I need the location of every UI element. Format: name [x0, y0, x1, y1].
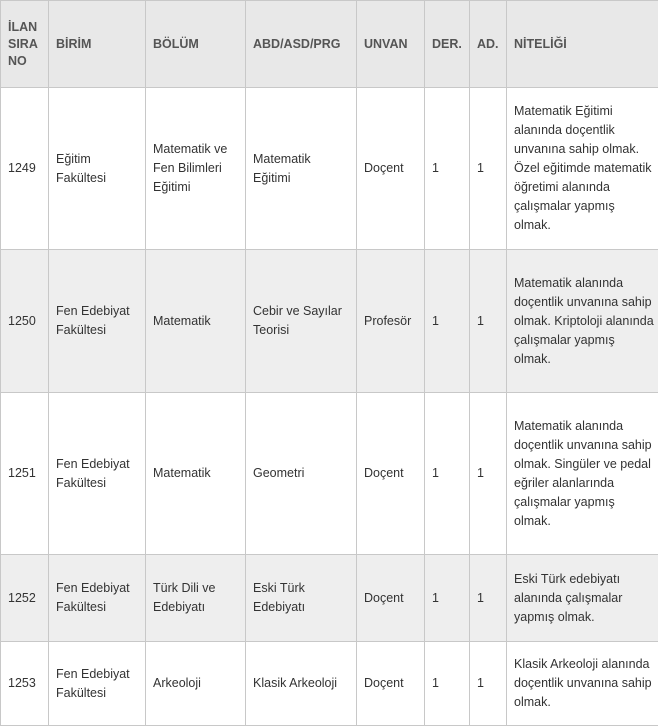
cell-unvan: Doçent — [357, 88, 425, 250]
header-der: DER. — [425, 1, 470, 88]
cell-ad: 1 — [470, 250, 507, 393]
header-ilan-line3: NO — [8, 54, 27, 68]
table-row — [1, 555, 658, 642]
table-row — [1, 88, 658, 250]
cell-no: 1250 — [1, 250, 49, 393]
table-row — [1, 250, 658, 393]
cell-nitelik: Matematik Eğitimi alanında doçentlik unvanına sahip olmak. Özel eğitimde matematik öğretimi alanında çalışmalar yapmış olmak. — [507, 88, 658, 250]
cell-unvan: Doçent — [357, 393, 425, 555]
cell-abd: Cebir ve Sayılar Teorisi — [246, 250, 357, 393]
cell-nitelik: Matematik alanında doçentlik unvanına sahip olmak. Singüler ve pedal eğriler alanlarında çalışmalar yapmış olmak. — [507, 393, 658, 555]
cell-unvan: Doçent — [357, 642, 425, 726]
cell-ad: 1 — [470, 555, 507, 642]
header-ilan-line2: SIRA — [8, 37, 38, 51]
cell-der: 1 — [425, 88, 470, 250]
cell-nitelik: Eski Türk edebiyatı alanında çalışmalar yapmış olmak. — [507, 555, 658, 642]
cell-birim: Fen Edebiyat Fakültesi — [49, 555, 146, 642]
cell-ad: 1 — [470, 642, 507, 726]
cell-ad: 1 — [470, 88, 507, 250]
header-ad: AD. — [470, 1, 507, 88]
cell-birim: Eğitim Fakültesi — [49, 88, 146, 250]
table-header-row — [1, 1, 658, 88]
header-abd: ABD/ASD/PRG — [246, 1, 357, 88]
cell-no: 1253 — [1, 642, 49, 726]
cell-no: 1252 — [1, 555, 49, 642]
cell-abd: Klasik Arkeoloji — [246, 642, 357, 726]
cell-nitelik: Klasik Arkeoloji alanında doçentlik unvanına sahip olmak. — [507, 642, 658, 726]
table-row — [1, 642, 658, 726]
cell-bolum: Matematik ve Fen Bilimleri Eğitimi — [146, 88, 246, 250]
cell-der: 1 — [425, 393, 470, 555]
cell-birim: Fen Edebiyat Fakültesi — [49, 250, 146, 393]
cell-der: 1 — [425, 555, 470, 642]
cell-birim: Fen Edebiyat Fakültesi — [49, 642, 146, 726]
header-ilan-sira-no — [1, 1, 49, 88]
cell-der: 1 — [425, 642, 470, 726]
cell-unvan: Doçent — [357, 555, 425, 642]
cell-ad: 1 — [470, 393, 507, 555]
table-row — [1, 393, 658, 555]
cell-abd: Matematik Eğitimi — [246, 88, 357, 250]
cell-der: 1 — [425, 250, 470, 393]
cell-bolum: Türk Dili ve Edebiyatı — [146, 555, 246, 642]
cell-bolum: Matematik — [146, 393, 246, 555]
cell-birim: Fen Edebiyat Fakültesi — [49, 393, 146, 555]
cell-bolum: Matematik — [146, 250, 246, 393]
cell-no: 1251 — [1, 393, 49, 555]
header-birim: BİRİM — [49, 1, 146, 88]
header-unvan: UNVAN — [357, 1, 425, 88]
cell-nitelik: Matematik alanında doçentlik unvanına sahip olmak. Kriptoloji alanında çalışmalar yapmış olmak. — [507, 250, 658, 393]
header-ilan-line1: İLAN — [8, 20, 37, 34]
cell-abd: Eski Türk Edebiyatı — [246, 555, 357, 642]
cell-bolum: Arkeoloji — [146, 642, 246, 726]
header-bolum: BÖLÜM — [146, 1, 246, 88]
header-nitelik: NİTELİĞİ — [507, 1, 658, 88]
cell-abd: Geometri — [246, 393, 357, 555]
cell-unvan: Profesör — [357, 250, 425, 393]
cell-no: 1249 — [1, 88, 49, 250]
